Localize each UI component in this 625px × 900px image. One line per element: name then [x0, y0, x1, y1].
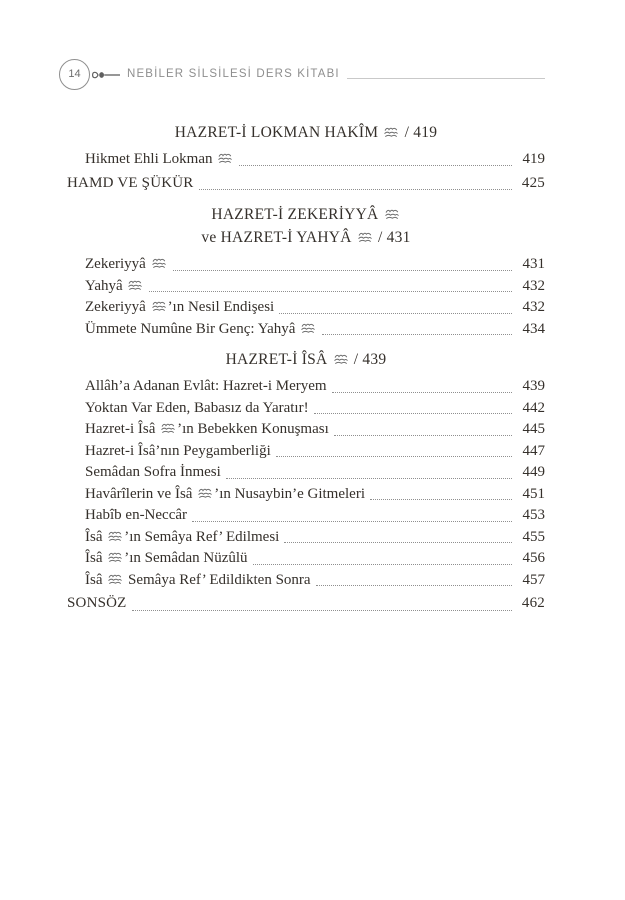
toc-chapter-heading [67, 121, 545, 144]
dot-leader [314, 413, 512, 414]
dot-leader [279, 313, 512, 314]
dot-leader [322, 334, 512, 335]
page-number: 14 [68, 68, 81, 80]
toc-entry-title: Semâdan Sofra İnmesi [85, 464, 221, 480]
page-header [59, 58, 545, 90]
toc-entry [67, 484, 545, 506]
toc-entry [67, 505, 545, 527]
toc-entry-page-number: 432 [522, 277, 545, 294]
toc-chapter-heading-line: HAZRET-İ ZEKERİYYÂ [67, 203, 545, 226]
toc-entry-page-number: 432 [522, 299, 545, 315]
toc-entry-page-number: 431 [522, 256, 545, 272]
dot-leader [284, 542, 512, 543]
toc-entry [67, 548, 545, 570]
toc-entry-page-number: 453 [522, 507, 545, 523]
toc-entry [67, 398, 545, 420]
toc-entry [67, 171, 545, 196]
toc-entry-title: Hazret-i Îsâ ’ın Bebekken Konuşması [85, 421, 329, 437]
toc-entry [67, 570, 545, 592]
dot-leader [199, 189, 512, 190]
toc [67, 121, 545, 616]
header-rule [347, 78, 545, 79]
dot-leader [332, 392, 512, 393]
dot-leader [192, 521, 512, 522]
toc-entry-title: Habîb en-Neccâr [85, 507, 188, 523]
header-ornament-icon [91, 68, 121, 82]
toc-entry-page-number: 449 [522, 464, 545, 480]
aleyhisselam-seal-icon [152, 258, 166, 269]
aleyhisselam-seal-icon [108, 574, 122, 585]
aleyhisselam-seal-icon [128, 280, 142, 291]
running-title: NEBİLER SİLSİLESİ DERS KİTABI [127, 68, 340, 80]
aleyhisselam-seal-icon [384, 127, 398, 138]
toc-entry-page-number: 442 [522, 399, 545, 416]
toc-entry [67, 319, 545, 341]
dot-leader [334, 435, 512, 436]
toc-entry-title: Ümmete Numûne Bir Genç: Yahyâ [85, 319, 317, 341]
toc-entry [67, 462, 545, 484]
toc-entry-title: Hazret-i Îsâ’nın Peygamberliği [85, 442, 271, 459]
toc-entry-title: SONSÖZ [67, 595, 127, 611]
page-number-badge [59, 59, 90, 90]
toc-chapter-heading [67, 348, 545, 371]
toc-entry-title: Zekeriyyâ [85, 254, 168, 276]
toc-entry-title: Zekeriyyâ ’ın Nesil Endişesi [85, 299, 275, 315]
toc-entry [67, 376, 545, 398]
toc-entry-title: Îsâ Semâya Ref’ Edildikten Sonra [85, 571, 311, 588]
aleyhisselam-seal-icon [108, 531, 122, 542]
toc-entry [67, 527, 545, 549]
toc-entry-page-number: 425 [521, 174, 545, 191]
dot-leader [239, 165, 512, 166]
aleyhisselam-seal-icon [108, 552, 122, 563]
toc-entry-title: HAMD VE ŞÜKÜR [67, 174, 194, 191]
toc-entry [67, 149, 545, 171]
aleyhisselam-seal-icon [385, 209, 399, 220]
toc-entry-title: Îsâ ’ın Semâya Ref’ Edilmesi [85, 528, 280, 545]
toc-entry-title: Yahyâ [85, 276, 144, 298]
toc-entry-title: Allâh’a Adanan Evlât: Hazret-i Meryem [85, 378, 327, 394]
aleyhisselam-seal-icon [334, 354, 348, 365]
aleyhisselam-seal-icon [301, 323, 315, 334]
toc-entry-page-number: 455 [522, 528, 545, 545]
toc-entry-page-number: 439 [522, 378, 545, 394]
toc-chapter-heading-line: HAZRET-İ LOKMAN HAKÎM / 419 [174, 124, 438, 141]
toc-entry-page-number: 419 [522, 151, 545, 167]
toc-entry-title: Îsâ ’ın Semâdan Nüzûlü [85, 550, 248, 566]
dot-leader [226, 478, 512, 479]
toc-entry [67, 297, 545, 319]
toc-entry-page-number: 447 [522, 442, 545, 459]
dot-leader [253, 564, 512, 565]
dot-leader [173, 270, 512, 271]
toc-entry [67, 254, 545, 276]
dot-leader [316, 585, 512, 586]
toc-entry-page-number: 434 [522, 320, 545, 337]
dot-leader [149, 291, 512, 292]
aleyhisselam-seal-icon [152, 301, 166, 312]
aleyhisselam-seal-icon [198, 488, 212, 499]
aleyhisselam-seal-icon [161, 423, 175, 434]
toc-entry-page-number: 445 [522, 421, 545, 437]
toc-entry [67, 441, 545, 463]
dot-leader [276, 456, 512, 457]
toc-entry [67, 419, 545, 441]
toc-entry-page-number: 451 [522, 485, 545, 502]
toc-entry-page-number: 462 [521, 595, 545, 611]
toc-chapter-heading [67, 203, 545, 249]
dot-leader [370, 499, 512, 500]
toc-entry-page-number: 456 [522, 550, 545, 566]
toc-entry-title: Hikmet Ehli Lokman [85, 149, 234, 171]
toc-entry-title: Havârîlerin ve Îsâ ’ın Nusaybin’e Gitmeleri [85, 485, 365, 502]
toc-entry-page-number: 457 [522, 571, 545, 588]
aleyhisselam-seal-icon [358, 232, 372, 243]
toc-entry [67, 276, 545, 298]
dot-leader [132, 610, 512, 611]
toc-chapter-heading-line: ve HAZRET-İ YAHYÂ / 431 [201, 229, 411, 246]
aleyhisselam-seal-icon [218, 153, 232, 164]
toc-entry-title: Yoktan Var Eden, Babasız da Yaratır! [85, 399, 309, 416]
toc-entry [67, 591, 545, 616]
toc-chapter-heading-line: HAZRET-İ ÎSÂ / 439 [225, 351, 387, 368]
